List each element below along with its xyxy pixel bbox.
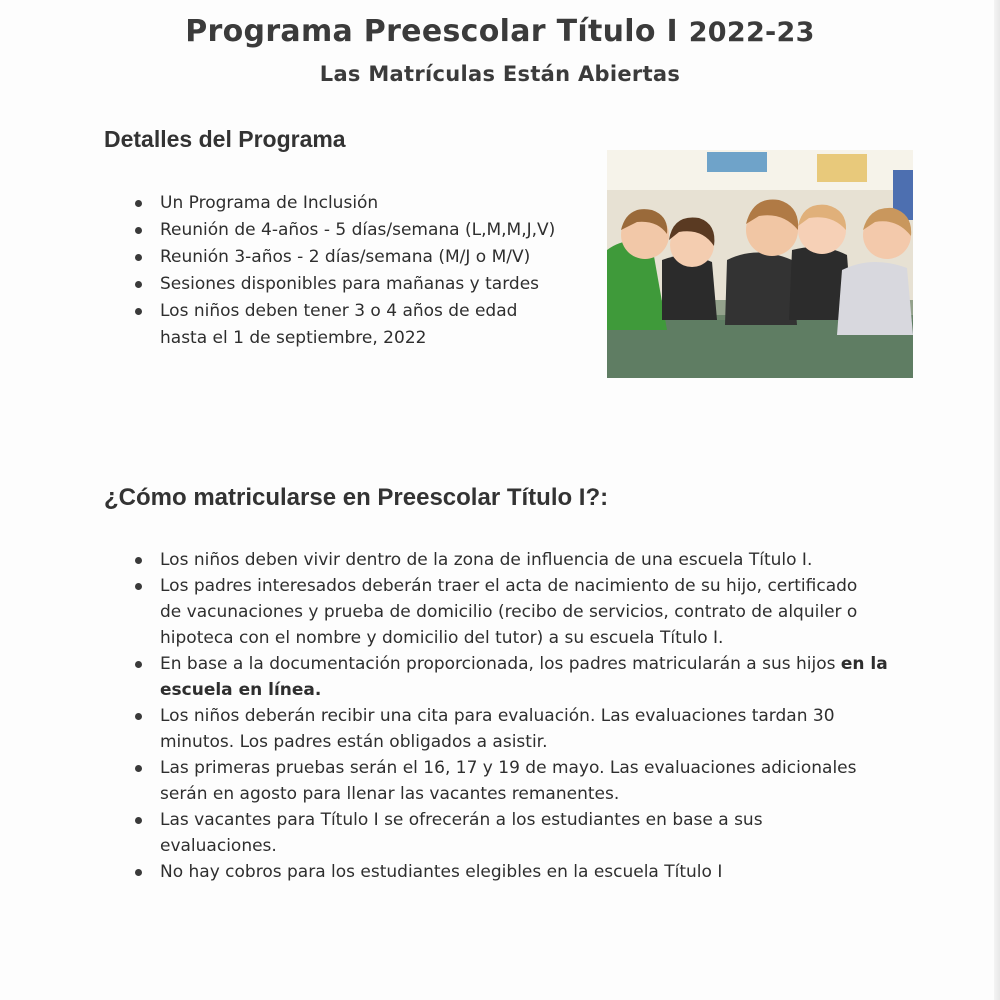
title-year: 2022-23 [688, 17, 815, 48]
list-item: Un Programa de Inclusión [160, 190, 580, 217]
list-item: En base a la documentación proporcionada, los padres matricularán a sus hijos en la escuela en línea. [160, 651, 920, 703]
details-heading: Detalles del Programa [104, 126, 346, 152]
list-item: Sesiones disponibles para mañanas y tardes [160, 271, 580, 298]
list-item: Los niños deberán recibir una cita para evaluación. Las evaluaciones tardan 30 minutos. Los padres están obligados a asistir. [160, 703, 920, 755]
title-main: Programa Preescolar Título I [185, 14, 678, 49]
list-item: Reunión 3-años - 2 días/semana (M/J o M/V) [160, 244, 580, 271]
scan-edge [994, 0, 1000, 1000]
enroll-list [160, 547, 920, 885]
page-subtitle: Las Matrículas Están Abiertas [319, 62, 681, 86]
children-photo [607, 150, 913, 378]
page-title [0, 14, 1000, 49]
list-item: Los padres interesados deberán traer el acta de nacimiento de su hijo, certificado de vacunaciones y prueba de domicilio (recibo de servicios, contrato de alquiler o hipoteca con el nombre y domicilio del tutor) a su escuela Título I. [160, 573, 920, 651]
children-photo-icon [607, 150, 913, 378]
list-item: Reunión de 4-años - 5 días/semana (L,M,M,J,V) [160, 217, 580, 244]
list-item: Los niños deben tener 3 o 4 años de edad hasta el 1 de septiembre, 2022 [160, 298, 580, 352]
list-item: No hay cobros para los estudiantes elegibles en la escuela Título I [160, 859, 920, 885]
list-item: Los niños deben vivir dentro de la zona de influencia de una escuela Título I. [160, 547, 920, 573]
list-item: Las vacantes para Título I se ofrecerán a los estudiantes en base a sus evaluaciones. [160, 807, 920, 859]
details-list [160, 190, 580, 352]
list-item: Las primeras pruebas serán el 16, 17 y 19 de mayo. Las evaluaciones adicionales serán en agosto para llenar las vacantes remanentes. [160, 755, 920, 807]
enroll-heading: ¿Cómo matricularse en Preescolar Título I?: [104, 484, 609, 511]
